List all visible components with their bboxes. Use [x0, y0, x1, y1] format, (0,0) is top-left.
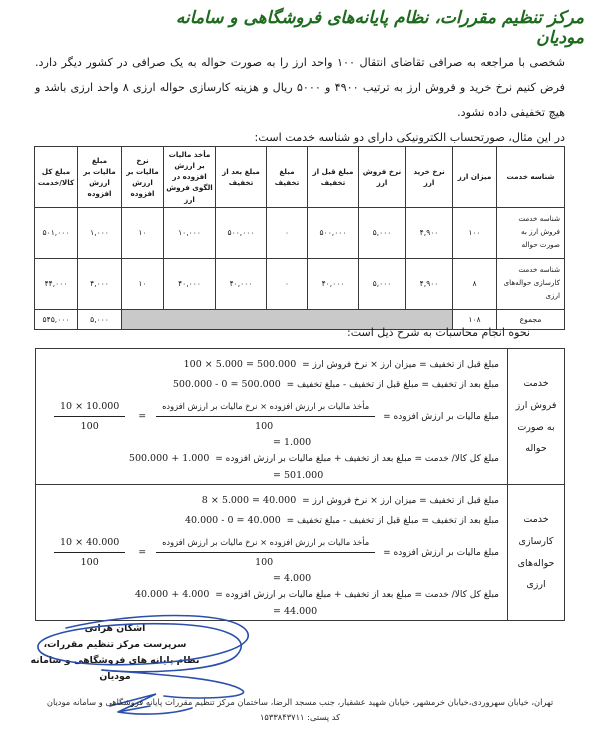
cell-total-vat: ۵,۰۰۰: [78, 309, 122, 329]
cell-grand-total: ۵۴۵,۰۰۰: [35, 309, 78, 329]
table-row-currency-sale: [35, 207, 565, 258]
cell-vat-base: ۴۰,۰۰۰: [164, 258, 216, 309]
equation-before-discount: مبلغ قبل از تخفیف = میزان ارز × نرخ فروش ارز = 8 × 5.000 = 40.000: [201, 495, 499, 506]
equation-after-discount: مبلغ بعد از تخفیف = مبلغ قبل از تخفیف - مبلغ تخفیف = 500.000 - 0 = 500.000: [172, 379, 499, 390]
cell-vat-amount: ۱,۰۰۰: [78, 207, 122, 258]
cell-buy-rate: ۴,۹۰۰: [406, 207, 453, 258]
cell-service-id: شناسه خدمت فروش ارز به صورت حواله: [497, 207, 565, 258]
cell-vat-base: ۱۰,۰۰۰: [164, 207, 216, 258]
column-header-vat-base: مأخذ مالیات بر ارزش افزوده در الگوی فروش ارز: [164, 147, 216, 208]
calc-block-label: خدمت فروش ارز به صورت حواله: [508, 349, 565, 485]
equation-vat-fraction: مبلغ مالیات بر ارزش افزوده = $\frac{\text{مأخذ مالیات بر ارزش افزوده × نرخ مالیات بر ارزش افزوده}}{100}$ = $\frac{10 \times 10.000}{100}$: [40, 398, 499, 435]
result-vat-amount: = 1.000: [273, 437, 312, 448]
calc-block-label: خدمت کارسازی حواله‌های ارزی: [508, 485, 565, 621]
result-total: = 501.000: [273, 470, 324, 481]
column-header-discount: مبلغ تخفیف: [267, 147, 308, 208]
cell-sell-rate: ۵,۰۰۰: [359, 207, 406, 258]
fraction-vat-formula: $\frac{\text{مأخذ مالیات بر ارزش افزوده × نرخ مالیات بر ارزش افزوده}}{100}$: [156, 534, 375, 571]
invoice-table: [34, 146, 565, 330]
result-total: = 44.000: [273, 606, 318, 617]
equation-total: مبلغ کل کالا/ خدمت = مبلغ بعد از تخفیف + مبلغ مالیات بر ارزش افزوده = 500.000 + 1.000: [128, 453, 499, 464]
calc-block-equations: [36, 349, 508, 485]
equation-after-discount: مبلغ بعد از تخفیف = مبلغ قبل از تخفیف - مبلغ تخفیف = 40.000 - 0 = 40.000: [184, 515, 499, 526]
intro-section: [35, 50, 565, 150]
equation-vat-fraction: مبلغ مالیات بر ارزش افزوده = $\frac{\text{مأخذ مالیات بر ارزش افزوده × نرخ مالیات بر ارزش افزوده}}{100}$ = $\frac{10 \times 40.000}{100}$: [40, 534, 499, 571]
column-header-buy-rate: نرخ خرید ارز: [406, 147, 453, 208]
column-header-currency-amount: میزان ارز: [453, 147, 497, 208]
invoice-table-header-row: [35, 147, 565, 208]
cell-amount: ۸: [453, 258, 497, 309]
cell-service-id: شناسه خدمت کارسازی حواله‌های ارزی: [497, 258, 565, 309]
footer-postal-code: کد پستی: ۱۵۳۳۸۴۳۷۱۱: [259, 712, 341, 722]
column-header-after-discount: مبلغ بعد از تخفیف: [216, 147, 267, 208]
example-note: در این مثال، صورتحساب الکترونیکی دارای دو شناسه خدمت است:: [254, 131, 565, 144]
cell-discount: ۰: [267, 207, 308, 258]
fraction-vat-values: $\frac{10 \times 10.000}{100}$: [54, 398, 128, 435]
column-header-total: مبلغ کل کالا/خدمت: [35, 147, 78, 208]
signer-role-line2: نظام پایانه های فروشگاهی و سامانه مودیان: [30, 655, 200, 682]
cell-after-discount: ۵۰۰,۰۰۰: [216, 207, 267, 258]
cell-total: ۴۴,۰۰۰: [35, 258, 78, 309]
cell-sell-rate: ۵,۰۰۰: [359, 258, 406, 309]
letterhead-title: مرکز تنظیم مقررات، نظام پایانه‌های فروشگاهی و سامانه مودیان: [175, 8, 584, 48]
signer-name: اشکان هراتی: [84, 623, 146, 634]
column-header-sell-rate: نرخ فروش ارز: [359, 147, 406, 208]
fraction-vat-formula: $\frac{\text{مأخذ مالیات بر ارزش افزوده × نرخ مالیات بر ارزش افزوده}}{100}$: [156, 398, 375, 435]
footer: [0, 695, 600, 725]
calc-block-remittance-processing: [36, 485, 565, 621]
footer-address: تهران، خیابان سهروردی،خیابان خرمشهر، خیابان شهید عشقیار، جنب مسجد الرضا، ساختمان مرکز تنظیم مقررات پایانه فروشگاهی و سامانه مودیان: [46, 697, 554, 707]
cell-vat-rate: ۱۰: [122, 258, 164, 309]
equation-before-discount: مبلغ قبل از تخفیف = میزان ارز × نرخ فروش ارز = 100 × 5.000 = 500.000: [183, 359, 499, 370]
signature-block: [25, 621, 205, 685]
cell-before-discount: ۴۰,۰۰۰: [308, 258, 359, 309]
cell-discount: ۰: [267, 258, 308, 309]
calculations-heading: نحوه انجام محاسبات به شرح ذیل است:: [347, 326, 530, 339]
column-header-vat-amount: مبلغ مالیات بر ارزش افزوده: [78, 147, 122, 208]
cell-buy-rate: ۴,۹۰۰: [406, 258, 453, 309]
calc-block-currency-sale: [36, 349, 565, 485]
cell-before-discount: ۵۰۰,۰۰۰: [308, 207, 359, 258]
result-vat-amount: = 4.000: [273, 573, 312, 584]
cell-amount: ۱۰۰: [453, 207, 497, 258]
fraction-vat-values: $\frac{10 \times 40.000}{100}$: [54, 534, 128, 571]
column-header-vat-rate: نرخ مالیات بر ارزش افزوده: [122, 147, 164, 208]
intro-paragraph: شخصی با مراجعه به صرافی تقاضای انتقال ۱۰۰ واحد ارز را به صورت حواله به یک صرافی در کشور دیگر دارد. فرض کنیم نرخ خرید و فروش ارز به ترتیب ۴۹۰۰ و ۵۰۰۰ ریال و هزینه کارسازی حواله ارزی ۸ واحد ارزی باشد و هیچ تخفیفی داده نشود.: [35, 56, 566, 119]
signer-role-line1: سرپرست مرکز تنظیم مقررات،: [43, 639, 187, 650]
cell-after-discount: ۴۰,۰۰۰: [216, 258, 267, 309]
cell-vat-amount: ۴,۰۰۰: [78, 258, 122, 309]
table-row-remittance-processing: [35, 258, 565, 309]
calc-block-equations: [36, 485, 508, 621]
column-header-service-id: شناسه خدمت: [497, 147, 565, 208]
cell-vat-rate: ۱۰: [122, 207, 164, 258]
cell-total-amount: ۱۰۸: [453, 309, 497, 329]
cell-total-label: مجموع: [497, 309, 565, 329]
equation-total: مبلغ کل کالا/ خدمت = مبلغ بعد از تخفیف + مبلغ مالیات بر ارزش افزوده = 40.000 + 4.000: [134, 589, 499, 600]
calculations-table: [35, 348, 565, 621]
column-header-before-discount: مبلغ قبل از تخفیف: [308, 147, 359, 208]
cell-total: ۵۰۱,۰۰۰: [35, 207, 78, 258]
